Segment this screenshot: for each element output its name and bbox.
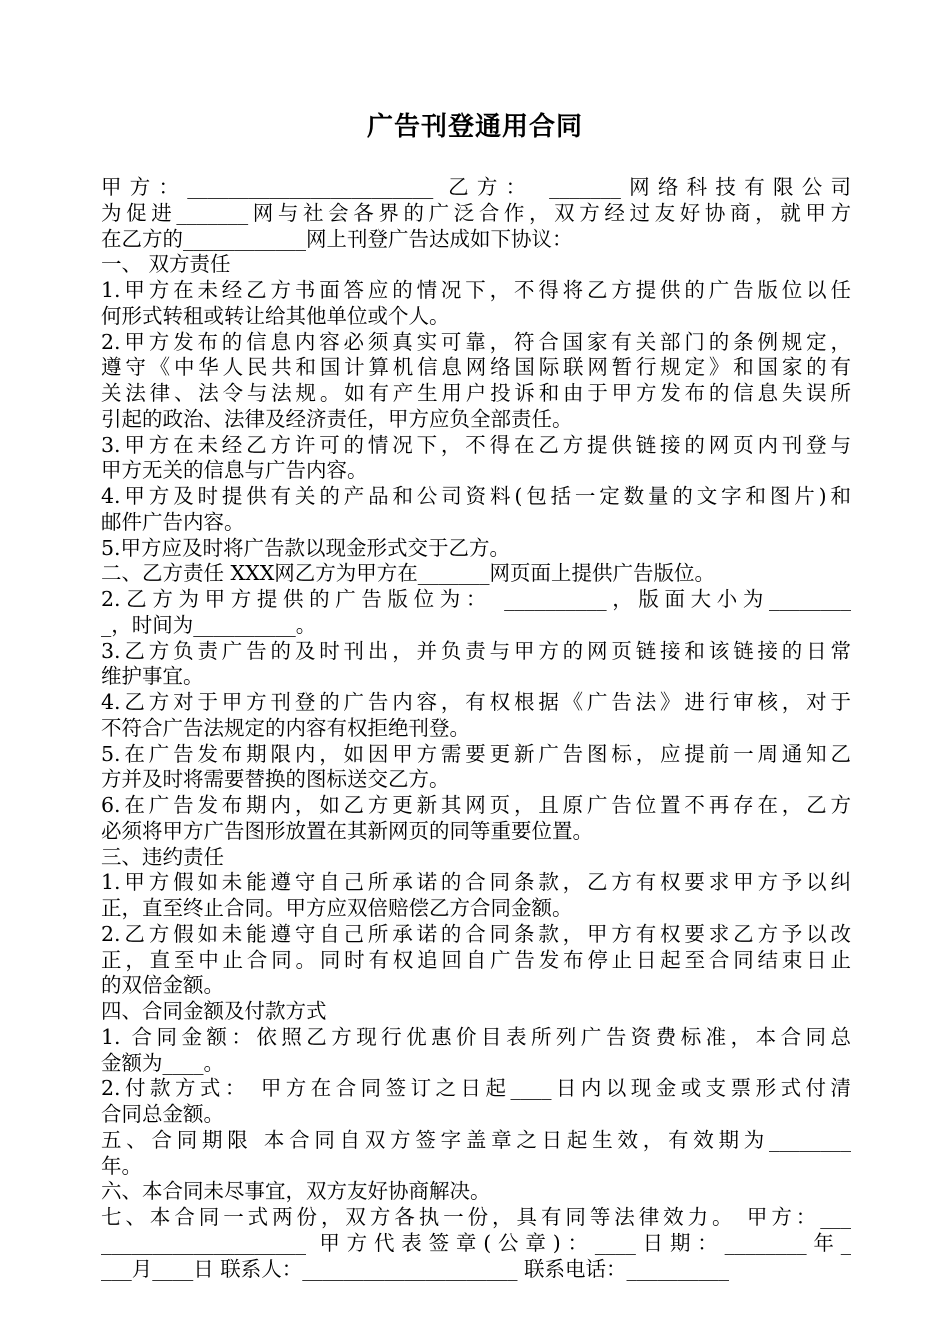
contract-line: 4.甲方及时提供有关的产品和公司资料(包括一定数量的文字和图片)和 [101, 484, 851, 508]
contract-line: 3.乙方负责广告的及时刊出，并负责与甲方的网页链接和该链接的日常 [101, 638, 851, 663]
contract-line: 4.乙方对于甲方刊登的广告内容，有权根据《广告法》进行审核，对于 [101, 690, 851, 714]
document-title: 广告刊登通用合同 [366, 112, 583, 142]
contract-line: 关法律、法令与法规。如有产生用户投诉和由于甲方发布的信息失误所 [101, 381, 851, 405]
contract-line: 1.甲方在未经乙方书面答应的情况下，不得将乙方提供的广告版位以任 [101, 278, 851, 302]
contract-line: 正，直至中止合同。同时有权追回自广告发布停止日起至合同结束日止 [101, 947, 851, 972]
contract-line: 1.甲方假如未能遵守自己所承诺的合同条款，乙方有权要求甲方予以纠 [101, 870, 851, 895]
contract-line: 2.乙方假如未能遵守自己所承诺的合同条款，甲方有权要求乙方予以改 [101, 921, 851, 946]
contract-line: 为促进_______网与社会各界的广泛合作，双方经过友好协商，就甲方 [101, 200, 851, 225]
contract-line: 1. 合同金额：依照乙方现行优惠价目表所列广告资费标准，本合同总 [101, 1024, 851, 1049]
contract-line: 七、本合同一式两份，双方各执一份，具有同等法律效力。 甲方：___ [101, 1205, 851, 1229]
contract-line: 6.在广告发布期内，如乙方更新其网页，且原广告位置不再存在，乙方 [101, 793, 851, 817]
contract-line: 五、合同期限 本合同自双方签字盖章之日起生效，有效期为________ [101, 1127, 851, 1152]
contract-line: 在乙方的____________网上刊登广告达成如下协议： [101, 226, 573, 251]
contract-line: 必须将甲方广告图形放置在其新网页的同等重要位置。 [101, 818, 593, 843]
contract-line: 3.甲方在未经乙方许可的情况下，不得在乙方提供链接的网页内刊登与 [101, 432, 851, 457]
contract-line: 六、本合同未尽事宜，双方友好协商解决。 [101, 1179, 491, 1204]
contract-line: 2.付款方式： 甲方在合同签订之日起____日内以现金或支票形式付清 [101, 1076, 851, 1101]
contract-line: 2.甲方发布的信息内容必须真实可靠，符合国家有关部门的条例规定， [101, 329, 851, 354]
contract-line: 邮件广告内容。 [101, 509, 245, 534]
contract-line: 甲方无关的信息与广告内容。 [101, 458, 368, 483]
contract-line: 甲方：________________________ 乙方： _______网络科技有限公司 [101, 175, 851, 199]
contract-line: 四、合同金额及付款方式 [101, 999, 327, 1023]
contract-line: 金额为____。 [101, 1050, 224, 1075]
contract-line: 5.在广告发布期限内，如因甲方需要更新广告图标，应提前一周通知乙 [101, 741, 851, 766]
contract-line: 一、 双方责任 [101, 252, 231, 277]
contract-line: 三、违约责任 [101, 844, 224, 869]
contract-line: 的双倍金额。 [101, 973, 224, 998]
contract-line: 5.甲方应及时将广告款以现金形式交于乙方。 [101, 535, 511, 560]
contract-line: 2.乙方为甲方提供的广告版位为： __________，版面大小为________ [101, 587, 851, 611]
contract-line: 二、乙方责任 XXX网乙方为甲方在_______网页面上提供广告版位。 [101, 561, 716, 586]
contract-line: 遵守《中华人民共和国计算机信息网络国际联网暂行规定》和国家的有 [101, 355, 851, 380]
contract-line: 合同总金额。 [101, 1102, 224, 1126]
contract-line: ____________________ 甲方代表签章(公章)：____日期：________年_ [101, 1230, 851, 1255]
contract-line: 不符合广告法规定的内容有权拒绝刊登。 [101, 715, 470, 740]
contract-body [101, 175, 851, 1282]
contract-line: 引起的政治、法律及经济责任，甲方应负全部责任。 [101, 406, 573, 431]
contract-line: 何形式转租或转让给其他单位或个人。 [101, 303, 450, 328]
contract-line: _，时间为__________。 [101, 612, 317, 637]
contract-line: 正，直至终止合同。甲方应双倍赔偿乙方合同金额。 [101, 896, 573, 920]
contract-line: 维护事宜。 [101, 664, 204, 689]
contract-line: 方并及时将需要替换的图标送交乙方。 [101, 767, 450, 792]
contract-line: ___月____日 联系人：_____________________ 联系电话：__________ [101, 1256, 730, 1281]
contract-line: 年。 [101, 1153, 142, 1178]
